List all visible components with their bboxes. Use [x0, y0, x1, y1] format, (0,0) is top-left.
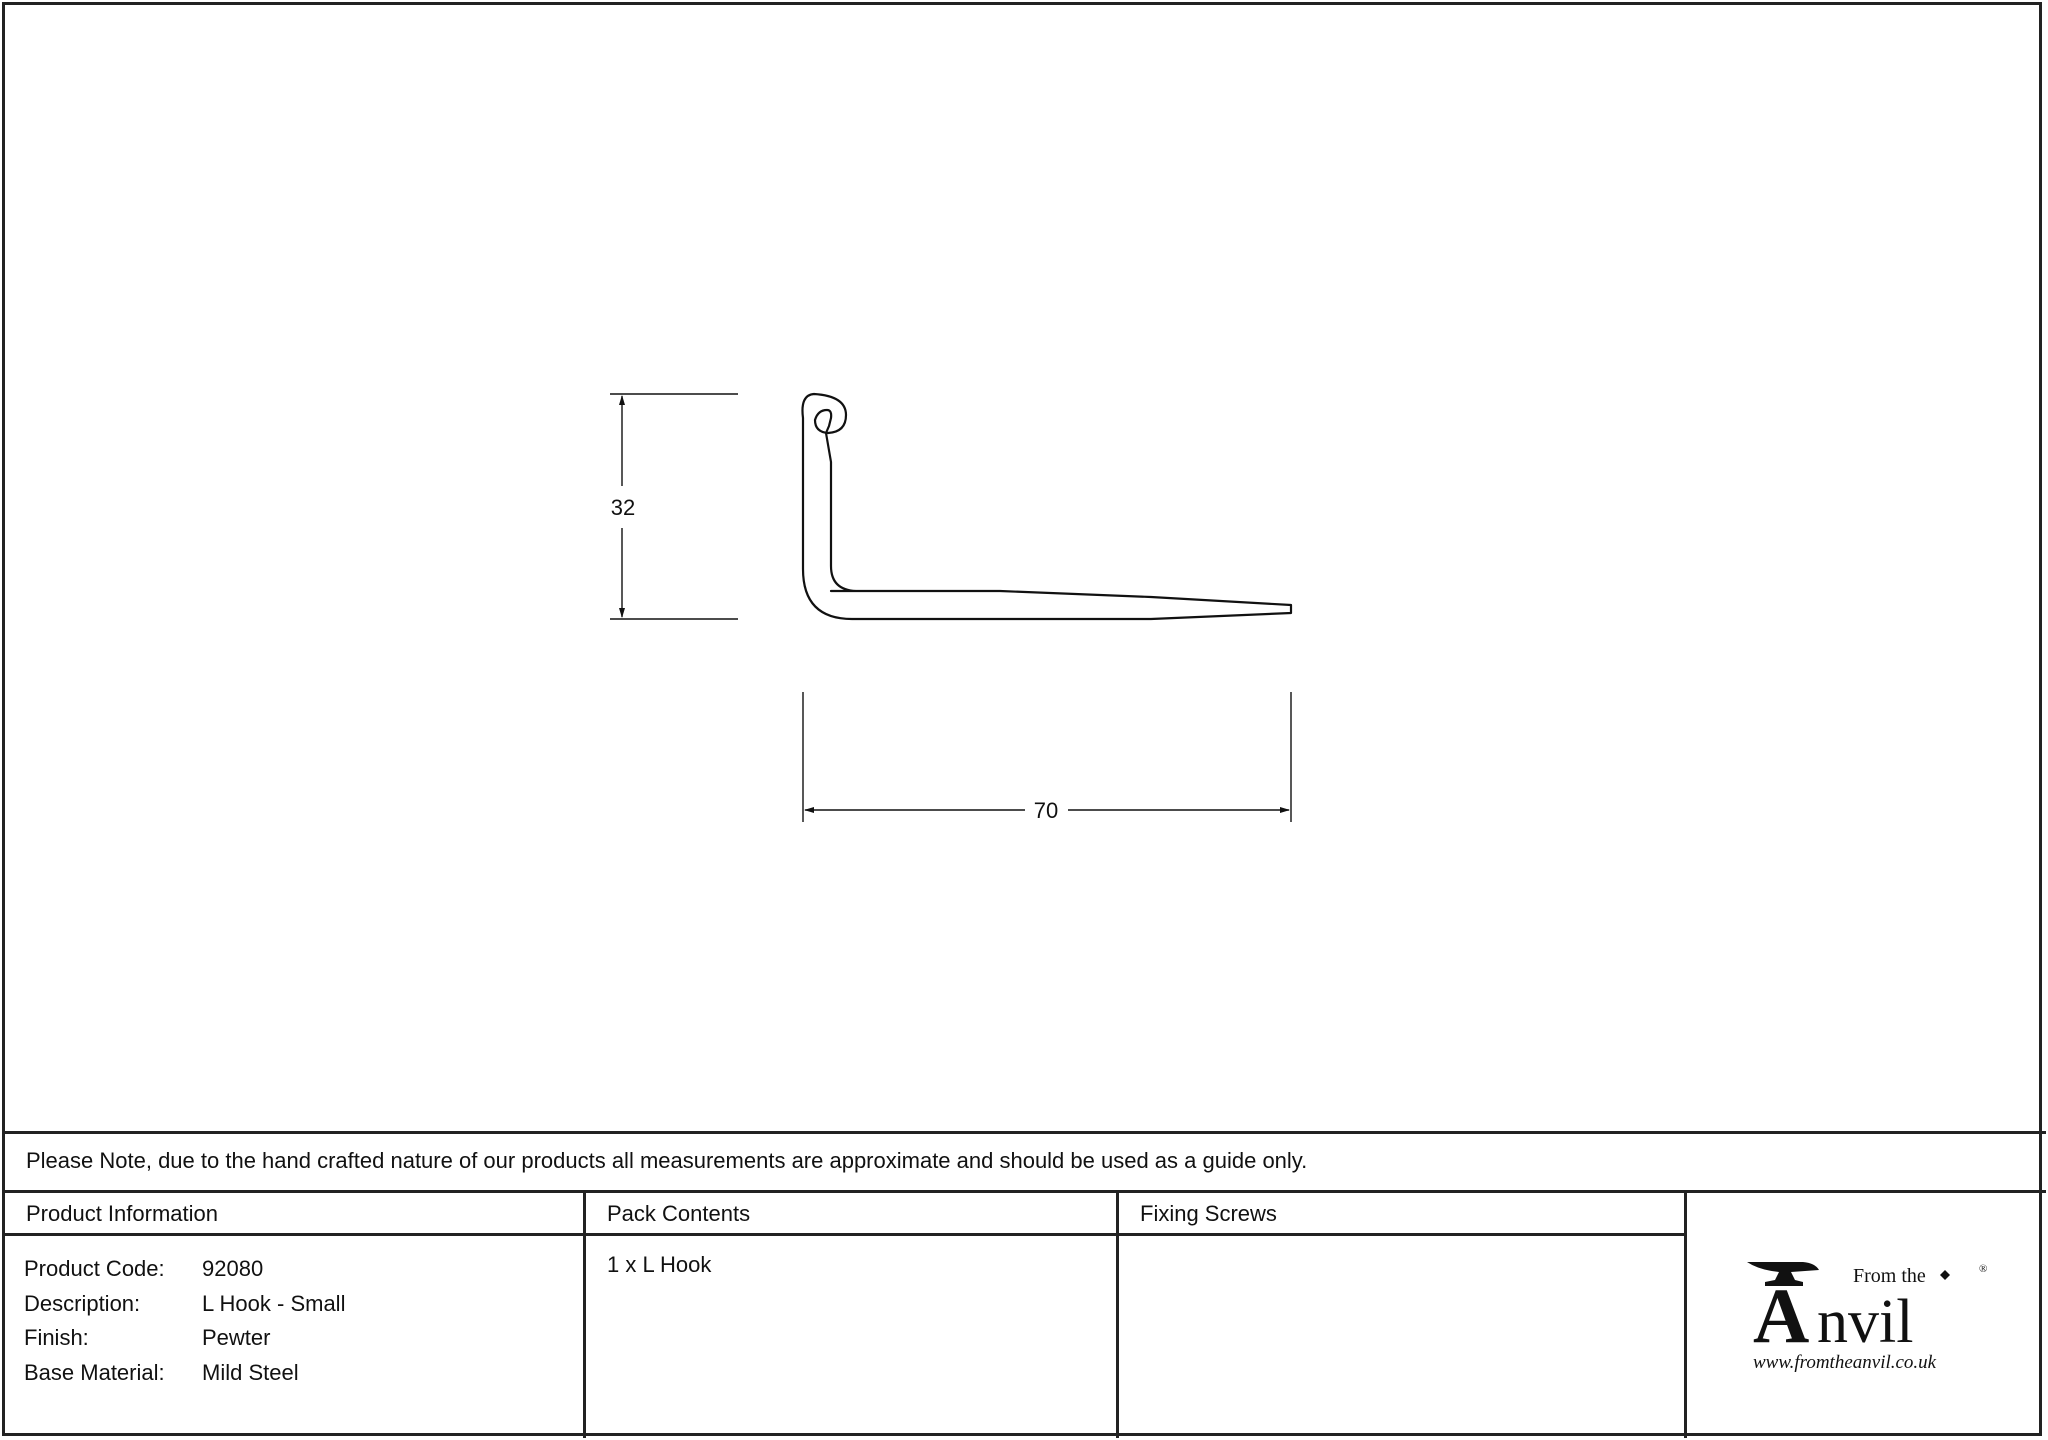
- logo-registered: ®: [1979, 1263, 1988, 1275]
- info-value: Mild Steel: [202, 1359, 299, 1385]
- disclaimer-text: Please Note, due to the hand crafted nature of our products all measurements are approximate and should be used as a guide only.: [26, 1148, 1308, 1173]
- info-value: Pewter: [202, 1325, 271, 1350]
- disclaimer-row: [2, 1131, 2046, 1193]
- fixing-screws-header-cell: [1116, 1193, 1684, 1233]
- height-dimension-label: 32: [610, 495, 636, 520]
- logo-from-the: From the: [1853, 1265, 1926, 1287]
- from-the-anvil-logo: [1745, 1258, 1995, 1378]
- info-label: Finish:: [24, 1325, 89, 1350]
- logo-letter-a: A: [1753, 1272, 1810, 1359]
- info-label: Product Code:: [24, 1256, 165, 1281]
- pack-contents-item: 1 x L Hook: [607, 1252, 712, 1277]
- product-information-list: [24, 1252, 345, 1390]
- info-row-product-code: [24, 1252, 345, 1287]
- diamond-icon: [1940, 1270, 1950, 1280]
- info-label: Base Material:: [24, 1359, 165, 1385]
- width-dimension-label: 70: [1033, 798, 1059, 823]
- info-row-description: [24, 1287, 345, 1322]
- logo-url: www.fromtheanvil.co.uk: [1753, 1352, 1937, 1373]
- info-row-finish: [24, 1321, 345, 1356]
- header-underline: [2, 1233, 1686, 1236]
- pack-contents-header: Pack Contents: [607, 1201, 751, 1226]
- logo-anvil-rest: nvil: [1817, 1288, 1914, 1356]
- info-value: 92080: [202, 1256, 264, 1281]
- fixing-screws-header: Fixing Screws: [1140, 1201, 1277, 1226]
- product-information-header-cell: [2, 1193, 583, 1233]
- info-row-base-material: [24, 1356, 345, 1391]
- column-divider: [1684, 1193, 1687, 1438]
- product-information-header: Product Information: [26, 1201, 218, 1226]
- info-value: L Hook - Small: [202, 1290, 346, 1316]
- l-hook-outline: [802, 394, 1291, 619]
- pack-contents-header-cell: [583, 1193, 1116, 1233]
- info-label: Description:: [24, 1290, 141, 1316]
